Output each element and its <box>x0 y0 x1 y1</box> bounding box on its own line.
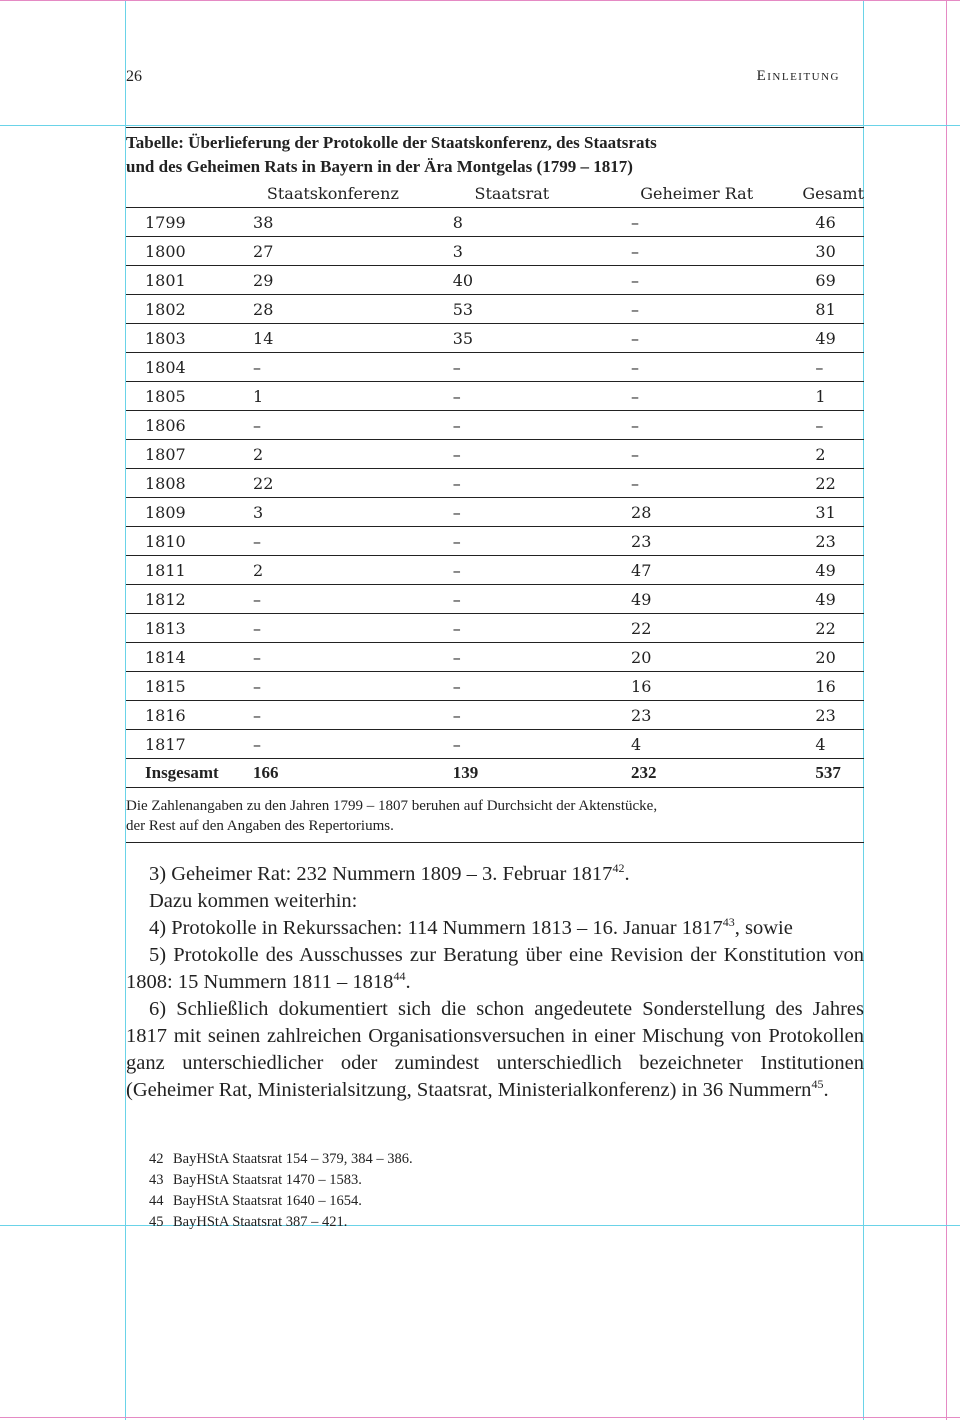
table-cell: 2 <box>253 560 264 580</box>
table-cell: – <box>253 589 262 609</box>
table-cell: – <box>452 444 461 464</box>
table-row <box>126 208 864 237</box>
total-label-cell: Insgesamt <box>145 763 219 782</box>
table-cell: – <box>815 415 824 435</box>
footnote-text: BayHStA Staatsrat 154 – 379, 384 – 386. <box>173 1151 413 1167</box>
table-cell: 4 <box>815 734 826 754</box>
table-cell: 3 <box>452 241 463 261</box>
table-cell: 22 <box>815 473 836 493</box>
table-cell: – <box>253 618 262 638</box>
table-row <box>126 498 864 527</box>
table-cell: 232 <box>631 763 657 782</box>
year-cell: 1799 <box>145 212 186 232</box>
table-cell: – <box>452 531 461 551</box>
year-cell: 1811 <box>145 560 186 580</box>
table-cell: – <box>253 531 262 551</box>
footnote <box>149 1191 849 1212</box>
table-cell: 1 <box>815 386 826 406</box>
table-cell: 20 <box>815 647 836 667</box>
table-cell: 20 <box>631 647 652 667</box>
table-cell: – <box>631 270 640 290</box>
table-cell: 139 <box>452 763 479 782</box>
guide-trim-top <box>0 0 960 1</box>
table-cell: 30 <box>815 241 836 261</box>
table-row <box>126 585 864 614</box>
table-row <box>126 701 864 730</box>
table-cell: 28 <box>253 299 274 319</box>
footnotes <box>149 1149 849 1233</box>
table-block <box>126 127 864 843</box>
table-cell: 49 <box>815 328 836 348</box>
table-cell: 23 <box>631 531 652 551</box>
year-cell: 1805 <box>145 386 186 406</box>
table-cell: 1 <box>253 386 264 406</box>
column-header: Gesamt <box>802 183 864 203</box>
table-cell: – <box>452 415 461 435</box>
table-cell: – <box>452 502 461 522</box>
footnote <box>149 1212 849 1233</box>
footnote-text: BayHStA Staatsrat 1640 – 1654. <box>173 1193 362 1209</box>
table-cell: 28 <box>631 502 652 522</box>
table-cell: 22 <box>815 618 836 638</box>
table-cell: 31 <box>815 502 836 522</box>
year-cell: 1806 <box>145 415 186 435</box>
footnote-number: 44 <box>149 1193 164 1209</box>
table-cell: – <box>452 357 461 377</box>
footnote <box>149 1149 849 1170</box>
guide-trim-right <box>946 0 947 1420</box>
table-cell: – <box>253 647 262 667</box>
table-cell: 81 <box>815 299 836 319</box>
table-cell: 16 <box>631 676 652 696</box>
paragraph <box>126 861 864 888</box>
column-header <box>126 179 253 208</box>
table-cell: – <box>253 676 262 696</box>
footnote-number: 45 <box>149 1214 164 1230</box>
table-cell: – <box>452 647 461 667</box>
year-cell: 1813 <box>145 618 186 638</box>
table-cell: – <box>452 618 461 638</box>
table-cell: – <box>631 328 640 348</box>
table-row <box>126 440 864 469</box>
paragraph-text: 5) Protokolle des Ausschusses zur Beratung über eine Revision der Konstitution von 1808: 15 Nummern 1811 – 1818 <box>126 944 864 993</box>
table-cell: 49 <box>631 589 652 609</box>
table-note-line: Die Zahlenangaben zu den Jahren 1799 – 1807 beruhen auf Durchsicht der Aktenstücke, <box>126 798 658 814</box>
table-cell: 38 <box>253 212 274 232</box>
table-cell: 22 <box>253 473 274 493</box>
table-cell: – <box>253 705 262 725</box>
guide-top-margin <box>0 125 960 126</box>
table-row <box>126 469 864 498</box>
paragraph <box>126 915 864 942</box>
table-row <box>126 614 864 643</box>
table-cell: 35 <box>452 328 474 348</box>
table-cell: – <box>452 386 461 406</box>
table-cell: – <box>253 734 262 754</box>
paragraph <box>126 996 864 1104</box>
year-cell: 1808 <box>145 473 186 493</box>
body-text <box>126 861 864 1104</box>
table-cell: 69 <box>815 270 836 290</box>
table-cell: – <box>253 415 262 435</box>
paragraph-text: . <box>405 971 411 993</box>
table-row <box>126 672 864 701</box>
footnote-ref[interactable]: 42 <box>612 861 625 875</box>
year-cell: 1810 <box>145 531 186 551</box>
year-cell: 1816 <box>145 705 186 725</box>
table-caption <box>126 128 726 179</box>
table-row <box>126 324 864 353</box>
table-cell: 166 <box>253 763 279 782</box>
table-cell: 537 <box>815 763 841 782</box>
footnote <box>149 1170 849 1191</box>
year-cell: 1815 <box>145 676 186 696</box>
footnote-number: 43 <box>149 1172 164 1188</box>
paragraph-text: 4) Protokolle in Rekurssachen: 114 Nummern 1813 – 16. Januar 1817 <box>149 917 723 939</box>
table-cell: – <box>631 473 640 493</box>
running-title: Einleitung <box>756 68 840 84</box>
paragraph <box>126 888 864 915</box>
footnote-ref[interactable]: 43 <box>722 915 735 929</box>
table-row <box>126 411 864 440</box>
table-cell: 53 <box>452 299 474 319</box>
table-total-row <box>126 759 864 788</box>
table-cell: – <box>631 357 640 377</box>
table-cell: 23 <box>815 531 836 551</box>
table-row <box>126 266 864 295</box>
table-row <box>126 237 864 266</box>
footnote-ref[interactable]: 44 <box>393 969 406 983</box>
table-cell: – <box>631 241 640 261</box>
column-header: Staatskonferenz <box>266 183 399 203</box>
year-cell: 1803 <box>145 328 186 348</box>
table-cell: – <box>253 357 262 377</box>
table-cell: 14 <box>253 328 274 348</box>
table-cell: 46 <box>815 212 836 232</box>
table-cell: 29 <box>253 270 274 290</box>
footnote-text: BayHStA Staatsrat 387 – 421. <box>173 1214 348 1230</box>
table-cell: – <box>452 560 461 580</box>
table-row <box>126 527 864 556</box>
table-row <box>126 643 864 672</box>
table-cell: – <box>631 212 640 232</box>
table-cell: 27 <box>253 241 274 261</box>
data-table <box>126 179 864 788</box>
year-cell: 1809 <box>145 502 186 522</box>
table-cell: – <box>452 705 461 725</box>
table-cell: – <box>452 734 461 754</box>
year-cell: 1801 <box>145 270 186 290</box>
paragraph-text: 3) Geheimer Rat: 232 Nummern 1809 – 3. Februar 1817 <box>149 863 613 885</box>
table-row <box>126 556 864 585</box>
table-cell: 22 <box>631 618 652 638</box>
running-head <box>126 68 840 90</box>
year-cell: 1817 <box>145 734 186 754</box>
table-cell: 49 <box>815 560 836 580</box>
table-cell: – <box>631 386 640 406</box>
table-header-row <box>126 179 864 208</box>
table-cell: 16 <box>815 676 836 696</box>
year-cell: 1812 <box>145 589 186 609</box>
paragraph-text: . <box>624 863 630 885</box>
table-cell: 23 <box>631 705 652 725</box>
table-cell: 47 <box>631 560 652 580</box>
table-cell: 2 <box>815 444 826 464</box>
paragraph-text: Dazu kommen weiterhin: <box>149 890 358 912</box>
table-note-line: der Rest auf den Angaben des Repertoriums. <box>126 818 394 834</box>
year-cell: 1800 <box>145 241 186 261</box>
table-cell: 2 <box>253 444 264 464</box>
table-row <box>126 353 864 382</box>
caption-line: Tabelle: Überlieferung der Protokolle der Staatskonferenz, des Staatsrats <box>126 133 657 152</box>
table-cell: 23 <box>815 705 836 725</box>
year-cell: 1804 <box>145 357 186 377</box>
table-cell: – <box>452 676 461 696</box>
table-cell: – <box>631 444 640 464</box>
table-cell: 4 <box>631 734 642 754</box>
table-cell: 40 <box>452 270 474 290</box>
table-cell: – <box>452 589 461 609</box>
guide-trim-bottom <box>0 1417 960 1418</box>
table-row <box>126 382 864 411</box>
year-cell: 1807 <box>145 444 186 464</box>
table-row <box>126 730 864 759</box>
year-cell: 1802 <box>145 299 186 319</box>
footnote-text: BayHStA Staatsrat 1470 – 1583. <box>173 1172 362 1188</box>
footnote-ref[interactable]: 45 <box>811 1077 824 1091</box>
year-cell: 1814 <box>145 647 186 667</box>
table-cell: – <box>452 473 461 493</box>
table-row <box>126 295 864 324</box>
table-cell: 3 <box>253 502 264 522</box>
page-number: 26 <box>126 68 142 85</box>
caption-line: und des Geheimen Rats in Bayern in der Ära Montgelas (1799 – 1817) <box>126 157 633 176</box>
table-cell: – <box>631 299 640 319</box>
column-header: Geheimer Rat <box>640 183 754 203</box>
paragraph-text: 6) Schließlich dokumentiert sich die schon angedeutete Sonderstellung des Jahres 1817 mit seinen zahlreichen Organisationsversuchen in einer Mischung von Protokollen ganz unterschiedlicher oder zumindest unterschiedlich bezeichneter Institutionen (Geheimer Rat, Ministerialsitzung, Staatsrat, Ministerialkonferenz) in 36 Nummern <box>126 998 864 1101</box>
table-cell: 49 <box>815 589 836 609</box>
footnote-number: 42 <box>149 1151 164 1167</box>
paragraph-text: , sowie <box>734 917 793 939</box>
table-cell: – <box>815 357 824 377</box>
paragraph-text: . <box>823 1079 829 1101</box>
column-header: Staatsrat <box>474 183 550 203</box>
paragraph <box>126 942 864 996</box>
table-note <box>126 788 864 843</box>
table-cell: – <box>631 415 640 435</box>
table-cell: 8 <box>452 212 463 232</box>
